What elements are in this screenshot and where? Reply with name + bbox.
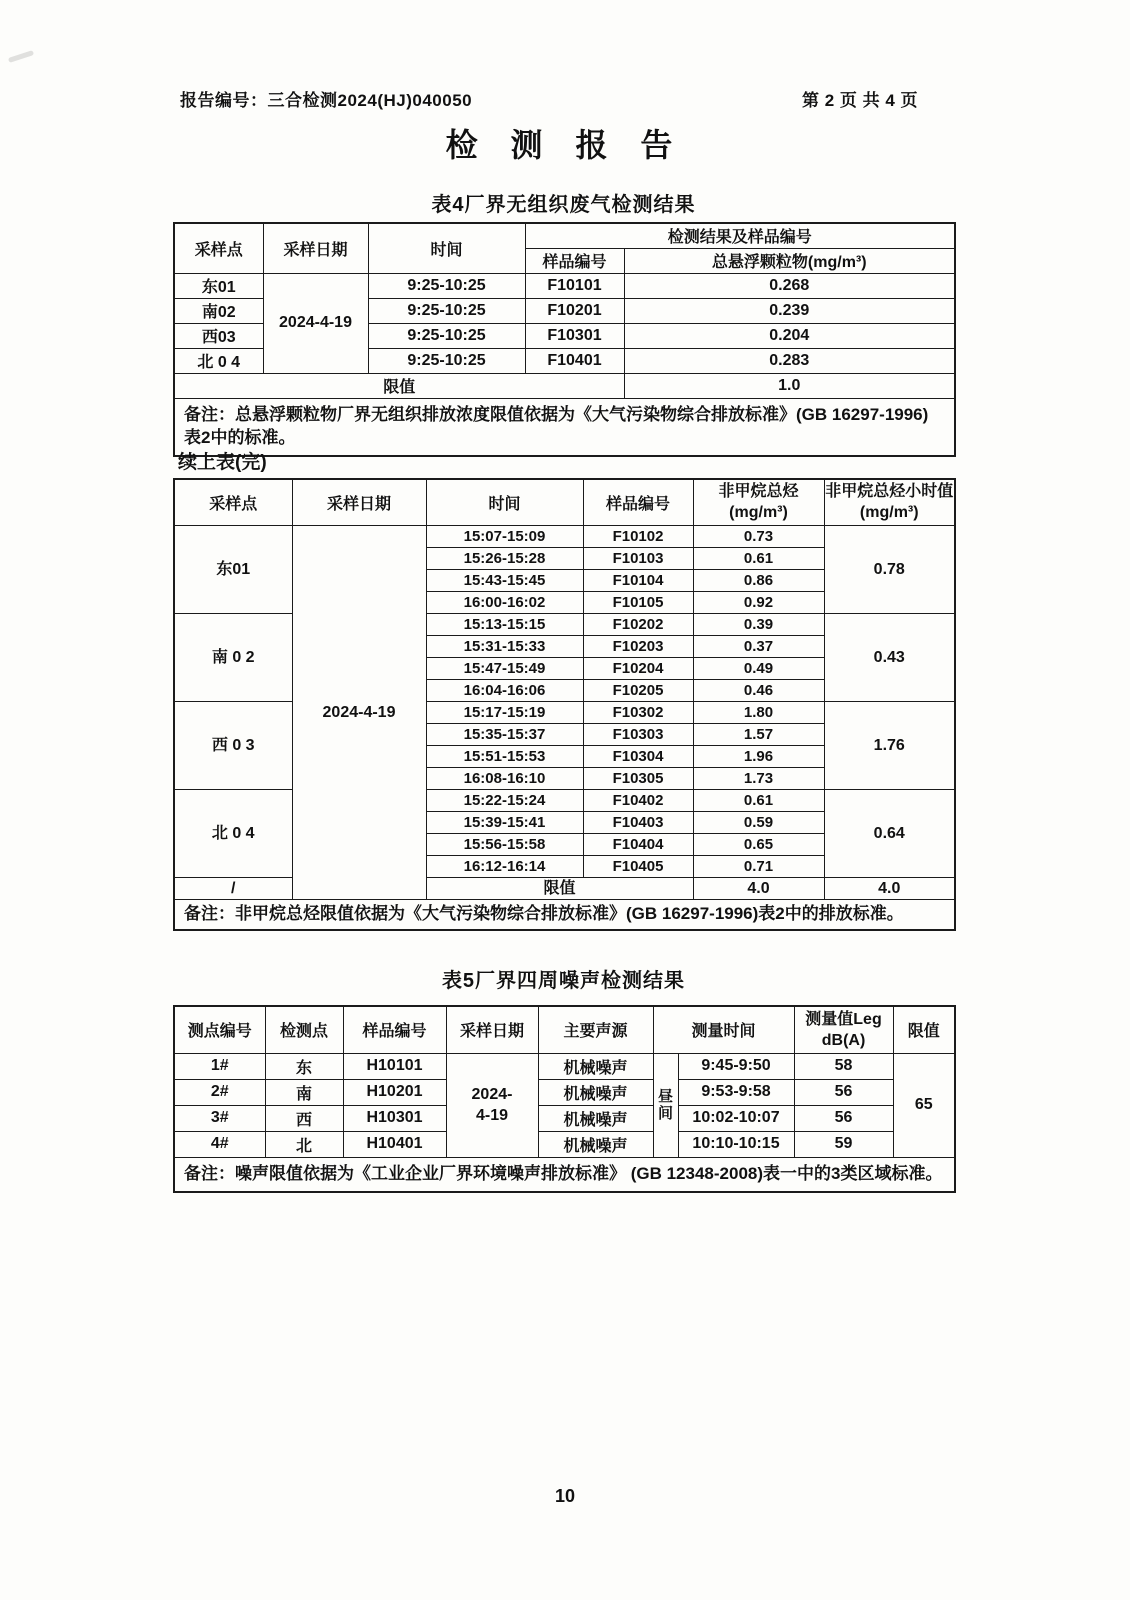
footer-page-number: 10	[554, 1486, 576, 1506]
cell-sampling-point: 西03	[174, 323, 263, 348]
cell-nmhc-value: 0.92	[693, 591, 824, 613]
table-row	[174, 1079, 955, 1105]
cell-time: 15:39-15:41	[426, 811, 583, 833]
header-measure-time: 测量时间	[653, 1006, 794, 1053]
cell-sample-no: F10201	[525, 298, 624, 323]
cell-monitor-point: 南	[265, 1079, 343, 1105]
date-line2: 4-19	[475, 1107, 509, 1124]
limit-row	[174, 373, 955, 398]
limit-row	[174, 877, 955, 899]
table-row	[174, 273, 955, 298]
cell-nmhc-value: 0.49	[693, 657, 824, 679]
cell-sample-no: F10301	[525, 323, 624, 348]
table5-noise-results	[173, 1005, 956, 1193]
table4-fugitive-gas-results	[173, 222, 956, 457]
cell-sampling-point: 南 0 2	[174, 613, 292, 701]
cell-sample-no: F10105	[583, 591, 693, 613]
cell-nmhc-value: 0.46	[693, 679, 824, 701]
scan-artifact	[8, 50, 34, 63]
cell-sample-no: F10302	[583, 701, 693, 723]
cell-hourly-value: 0.64	[824, 789, 955, 877]
cell-sample-no: F10102	[583, 525, 693, 547]
cell-limit-value: 1.0	[624, 373, 955, 398]
cell-time: 15:26-15:28	[426, 547, 583, 569]
cell-sampling-point: 东01	[174, 525, 292, 613]
cell-nmhc-value: 0.39	[693, 613, 824, 635]
cell-hourly-value: 1.76	[824, 701, 955, 789]
cell-measure-time: 10:10-10:15	[678, 1131, 794, 1157]
table-row	[174, 1053, 955, 1079]
cell-time: 15:13-15:15	[426, 613, 583, 635]
cell-sample-no: F10101	[525, 273, 624, 298]
header-sampling-date: 采样日期	[263, 223, 368, 273]
cell-nmhc-value: 1.73	[693, 767, 824, 789]
cell-measured-value: 58	[794, 1053, 893, 1079]
table5-caption: 表5厂界四周噪声检测结果	[441, 970, 686, 992]
cell-hourly-value: 0.43	[824, 613, 955, 701]
nmhc-note: 备注：非甲烷总烃限值依据为《大气污染物综合排放标准》(GB 16297-1996)表2中的排放标准。	[174, 899, 955, 930]
cell-hourly-value: 0.78	[824, 525, 955, 613]
cell-time: 9:25-10:25	[368, 323, 525, 348]
cell-measured-value: 59	[794, 1131, 893, 1157]
cell-main-source: 机械噪声	[538, 1053, 653, 1079]
cell-nmhc-value: 1.96	[693, 745, 824, 767]
cell-daytime-period: 昼间	[653, 1053, 678, 1157]
cell-main-source: 机械噪声	[538, 1131, 653, 1157]
cell-time: 15:56-15:58	[426, 833, 583, 855]
cell-limit-hourly: 4.0	[824, 877, 955, 899]
cell-main-source: 机械噪声	[538, 1079, 653, 1105]
cell-tsp-value: 0.283	[624, 348, 955, 373]
table4-caption: 表4厂界无组织废气检测结果	[431, 194, 696, 216]
header-time: 时间	[368, 223, 525, 273]
cell-nmhc-value: 1.57	[693, 723, 824, 745]
cell-sample-no: H10301	[343, 1105, 446, 1131]
cell-nmhc-value: 0.61	[693, 789, 824, 811]
cell-sample-no: F10202	[583, 613, 693, 635]
cell-nmhc-value: 0.71	[693, 855, 824, 877]
document-title: 检 测 报 告	[445, 127, 685, 163]
cell-nmhc-value: 0.61	[693, 547, 824, 569]
cell-time: 16:12-16:14	[426, 855, 583, 877]
cell-limit-label: 限值	[426, 877, 693, 899]
cell-nmhc-value: 1.80	[693, 701, 824, 723]
cell-nmhc-value: 0.73	[693, 525, 824, 547]
header-tsp: 总悬浮颗粒物(mg/m³)	[624, 248, 955, 273]
table-row	[174, 701, 955, 723]
report-number: 报告编号：三合检测2024(HJ)040050	[180, 91, 473, 110]
header-measured-value-line1: 测量值Leg	[805, 1010, 882, 1028]
cell-tsp-value: 0.239	[624, 298, 955, 323]
cell-limit-value: 65	[893, 1053, 955, 1157]
cell-monitor-point: 东	[265, 1053, 343, 1079]
cell-measure-time: 10:02-10:07	[678, 1105, 794, 1131]
table5-header-row	[174, 1006, 955, 1053]
cell-measure-time: 9:53-9:58	[678, 1079, 794, 1105]
header-nmhc-unit: (mg/m³)	[729, 504, 788, 522]
cell-time: 16:08-16:10	[426, 767, 583, 789]
table-row	[174, 789, 955, 811]
cell-sample-no: F10203	[583, 635, 693, 657]
cell-sample-no: H10201	[343, 1079, 446, 1105]
cell-sample-no: F10401	[525, 348, 624, 373]
cell-sample-no: F10205	[583, 679, 693, 701]
table-row	[174, 525, 955, 547]
header-sample-no: 样品编号	[525, 248, 624, 273]
header-sample-no: 样品编号	[343, 1006, 446, 1053]
cell-sample-no: F10404	[583, 833, 693, 855]
cell-limit-label: 限值	[174, 373, 624, 398]
cell-sampling-point: 北 0 4	[174, 789, 292, 877]
cell-time: 15:51-15:53	[426, 745, 583, 767]
cell-time: 15:43-15:45	[426, 569, 583, 591]
header-nmhc	[693, 479, 824, 525]
cell-sample-no: F10405	[583, 855, 693, 877]
cell-sampling-point: 南02	[174, 298, 263, 323]
cell-monitor-point: 西	[265, 1105, 343, 1131]
cell-sampling-date: 2024-4-19	[292, 525, 426, 899]
cell-time: 15:31-15:33	[426, 635, 583, 657]
header-main-source: 主要声源	[538, 1006, 653, 1053]
cell-sampling-date: 2024-4-19	[263, 273, 368, 373]
cell-measured-value: 56	[794, 1079, 893, 1105]
header-sampling-date: 采样日期	[446, 1006, 538, 1053]
cell-time: 15:47-15:49	[426, 657, 583, 679]
cell-measure-time: 9:45-9:50	[678, 1053, 794, 1079]
cell-monitor-point: 北	[265, 1131, 343, 1157]
table-row	[174, 1131, 955, 1157]
cell-point-no: 4#	[174, 1131, 265, 1157]
cell-point-no: 1#	[174, 1053, 265, 1079]
nmhc-header-row	[174, 479, 955, 525]
cell-tsp-value: 0.268	[624, 273, 955, 298]
cell-nmhc-value: 0.59	[693, 811, 824, 833]
cell-nmhc-value: 0.37	[693, 635, 824, 657]
date-line1: 2024-	[471, 1086, 513, 1103]
cell-time: 9:25-10:25	[368, 298, 525, 323]
cell-sample-no: F10204	[583, 657, 693, 679]
cell-main-source: 机械噪声	[538, 1105, 653, 1131]
cell-sample-no: F10402	[583, 789, 693, 811]
cell-time: 16:00-16:02	[426, 591, 583, 613]
header-monitor-point: 检测点	[265, 1006, 343, 1053]
header-sampling-point: 采样点	[174, 223, 263, 273]
table5-note: 备注：噪声限值依据为《工业企业厂界环境噪声排放标准》 (GB 12348-2008)表一中的3类区域标准。	[174, 1157, 955, 1192]
cell-sample-no: F10403	[583, 811, 693, 833]
header-measured-value-line2: dB(A)	[821, 1031, 866, 1049]
header-nmhc-label: 非甲烷总烃	[718, 483, 799, 501]
cell-sampling-point: 东01	[174, 273, 263, 298]
cell-tsp-value: 0.204	[624, 323, 955, 348]
cell-sample-no: F10104	[583, 569, 693, 591]
cell-time: 15:22-15:24	[426, 789, 583, 811]
header-measured-value	[794, 1006, 893, 1053]
table4-header-row-1	[174, 223, 955, 248]
cell-sampling-date	[446, 1053, 538, 1157]
document-header	[180, 86, 918, 111]
cell-time: 16:04-16:06	[426, 679, 583, 701]
cell-sample-no: F10305	[583, 767, 693, 789]
cell-nmhc-value: 0.86	[693, 569, 824, 591]
header-point-no: 测点编号	[174, 1006, 265, 1053]
cell-limit-point: /	[174, 877, 292, 899]
header-sampling-point: 采样点	[174, 479, 292, 525]
header-result-group: 检测结果及样品编号	[525, 223, 955, 248]
cell-time: 9:25-10:25	[368, 273, 525, 298]
header-limit: 限值	[893, 1006, 955, 1053]
table-nmhc-results	[173, 478, 956, 931]
table-row	[174, 1105, 955, 1131]
cell-time: 15:17-15:19	[426, 701, 583, 723]
continued-table-label: 续上表(完)	[178, 452, 267, 473]
cell-point-no: 3#	[174, 1105, 265, 1131]
note-row	[174, 899, 955, 930]
header-nmhc-hourly: 非甲烷总烃小时值(mg/m³)	[824, 479, 955, 525]
cell-time: 15:35-15:37	[426, 723, 583, 745]
table4-note: 备注：总悬浮颗粒物厂界无组织排放浓度限值依据为《大气污染物综合排放标准》(GB 16297-1996)表2中的标准。	[174, 398, 955, 456]
cell-measured-value: 56	[794, 1105, 893, 1131]
cell-sample-no: F10304	[583, 745, 693, 767]
cell-time: 9:25-10:25	[368, 348, 525, 373]
cell-nmhc-value: 0.65	[693, 833, 824, 855]
cell-sampling-point: 西 0 3	[174, 701, 292, 789]
note-row	[174, 398, 955, 456]
cell-limit-nmhc: 4.0	[693, 877, 824, 899]
table-row	[174, 613, 955, 635]
cell-sample-no: H10401	[343, 1131, 446, 1157]
note-row	[174, 1157, 955, 1192]
header-sampling-date: 采样日期	[292, 479, 426, 525]
cell-sampling-point: 北 0 4	[174, 348, 263, 373]
page-indicator: 第 2 页 共 4 页	[801, 91, 918, 110]
cell-point-no: 2#	[174, 1079, 265, 1105]
header-time: 时间	[426, 479, 583, 525]
header-sample-no: 样品编号	[583, 479, 693, 525]
cell-time: 15:07-15:09	[426, 525, 583, 547]
cell-sample-no: F10103	[583, 547, 693, 569]
cell-sample-no: H10101	[343, 1053, 446, 1079]
cell-sample-no: F10303	[583, 723, 693, 745]
